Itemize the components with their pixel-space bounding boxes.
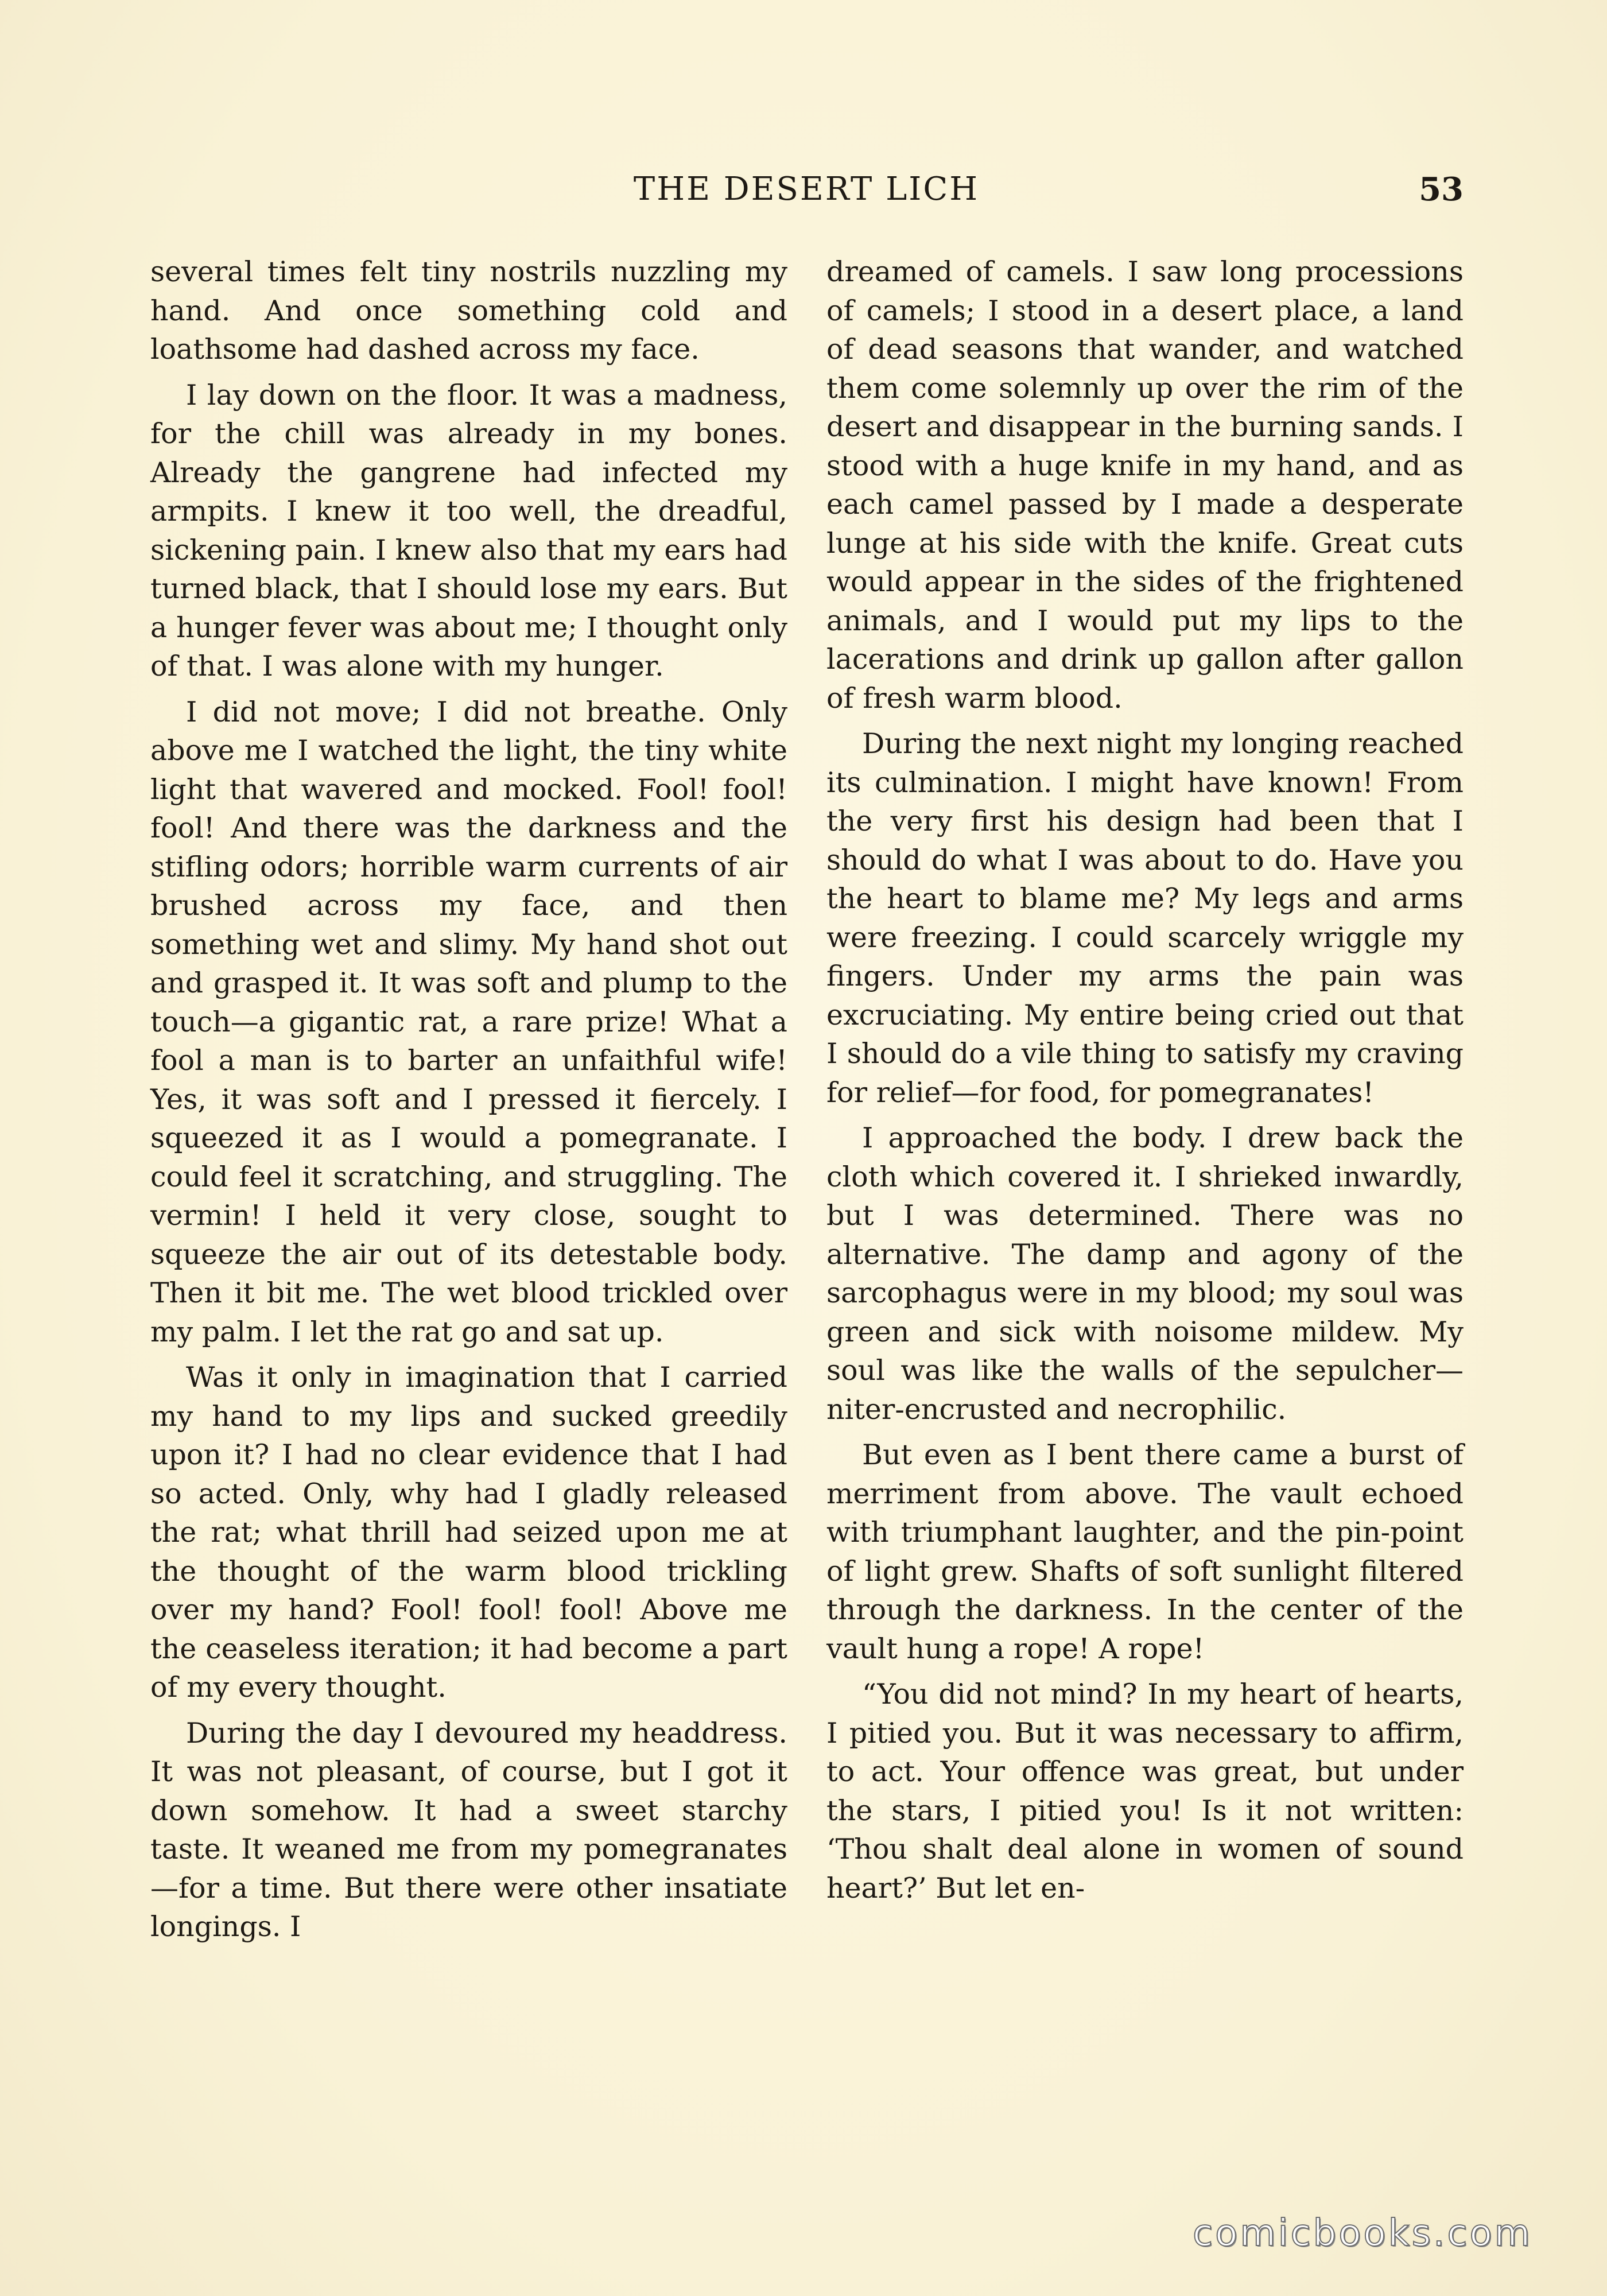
paragraph: several times felt tiny nostrils nuzzling my hand. And once something cold and loathsome had dashed across my face. [150,255,787,366]
paragraph: During the next night my longing reached its culmination. I might have known! From the very first his design had been that I should do what I was about to do. Have you the heart to blame me? My legs and arms were freezing. I could scarcely wriggle my fingers. Under my arms the pain was excruciating. My entire being cried out that I should do a vile thing to satisfy my craving for relief—for food, for pomegranates! [826,727,1464,1109]
paragraph: “You did not mind? In my heart of hearts, I pitied you. But it was necessary to affirm, to act. Your offence was great, but under the stars, I pitied you! Is it not written: ‘Thou shalt deal alone in women of sound heart?’ But let en- [826,1678,1464,1905]
running-head [149,169,1464,215]
paragraph: I approached the body. I drew back the cloth which covered it. I shrieked inwardly, but I was determined. There was no alternative. The damp and agony of the sarcophagus were in my blood; my soul was green and sick with noisome mildew. My soul was like the walls of the sepulcher—niter-encrusted and necrophilic. [826,1122,1464,1426]
page-number: 53 [1419,170,1464,208]
running-title: THE DESERT LICH [633,170,980,208]
paragraph: I lay down on the floor. It was a madness, for the chill was already in my bones. Already the gangrene had infected my armpits. I knew it too well, the dreadful, sickening pain. I knew also that my ears had turned black, that I should lose my ears. But a hunger fever was about me; I thought only of that. I was alone with my hunger. [150,378,787,682]
site-watermark: comicbooks.com [1192,2212,1532,2255]
paragraph: But even as I bent there came a burst of merriment from above. The vault echoed with triumphant laughter, and the pin-point of light grew. Shafts of soft sunlight filtered through the darkness. In the center of the vault hung a rope! A rope! [826,1438,1464,1665]
paragraph: dreamed of camels. I saw long processions of camels; I stood in a desert place, a land of dead seasons that wander, and watched them come solemnly up over the rim of the desert and disappear in the burning sands. I stood with a huge knife in my hand, and as each camel passed by I made a desperate lunge at his side with the knife. Great cuts would appear in the sides of the frightened animals, and I would put my lips to the lacerations and drink up gallon after gallon of fresh warm blood. [826,255,1464,715]
paragraph: I did not move; I did not breathe. Only above me I watched the light, the tiny white light that wavered and mocked. Fool! fool! fool! And there was the darkness and the stifling odors; horrible warm currents of air brushed across my face, and then something wet and slimy. My hand shot out and grasped it. It was soft and plump to the touch—a gigantic rat, a rare prize! What a fool a man is to barter an unfaithful wife! Yes, it was soft and I pressed it fiercely. I squeezed it as I would a pomegranate. I could feel it scratching, and struggling. The vermin! I held it very close, sought to squeeze the air out of its detestable body. Then it bit me. The wet blood trickled over my palm. I let the rat go and sat up. [150,695,787,1348]
right-column [826,253,1464,1914]
paragraph: During the day I devoured my headdress. It was not pleasant, of course, but I got it down somehow. It had a sweet starchy taste. It weaned me from my pomegranates—for a time. But there were other insatiate longings. I [150,1716,787,1943]
left-column [150,253,787,1953]
paragraph: Was it only in imagination that I carried my hand to my lips and sucked greedily upon it? I had no clear evidence that I had so acted. Only, why had I gladly released the rat; what thrill had seized upon me at the thought of the warm blood trickling over my hand? Fool! fool! fool! Above me the ceaseless iteration; it had become a part of my every thought. [150,1361,787,1704]
